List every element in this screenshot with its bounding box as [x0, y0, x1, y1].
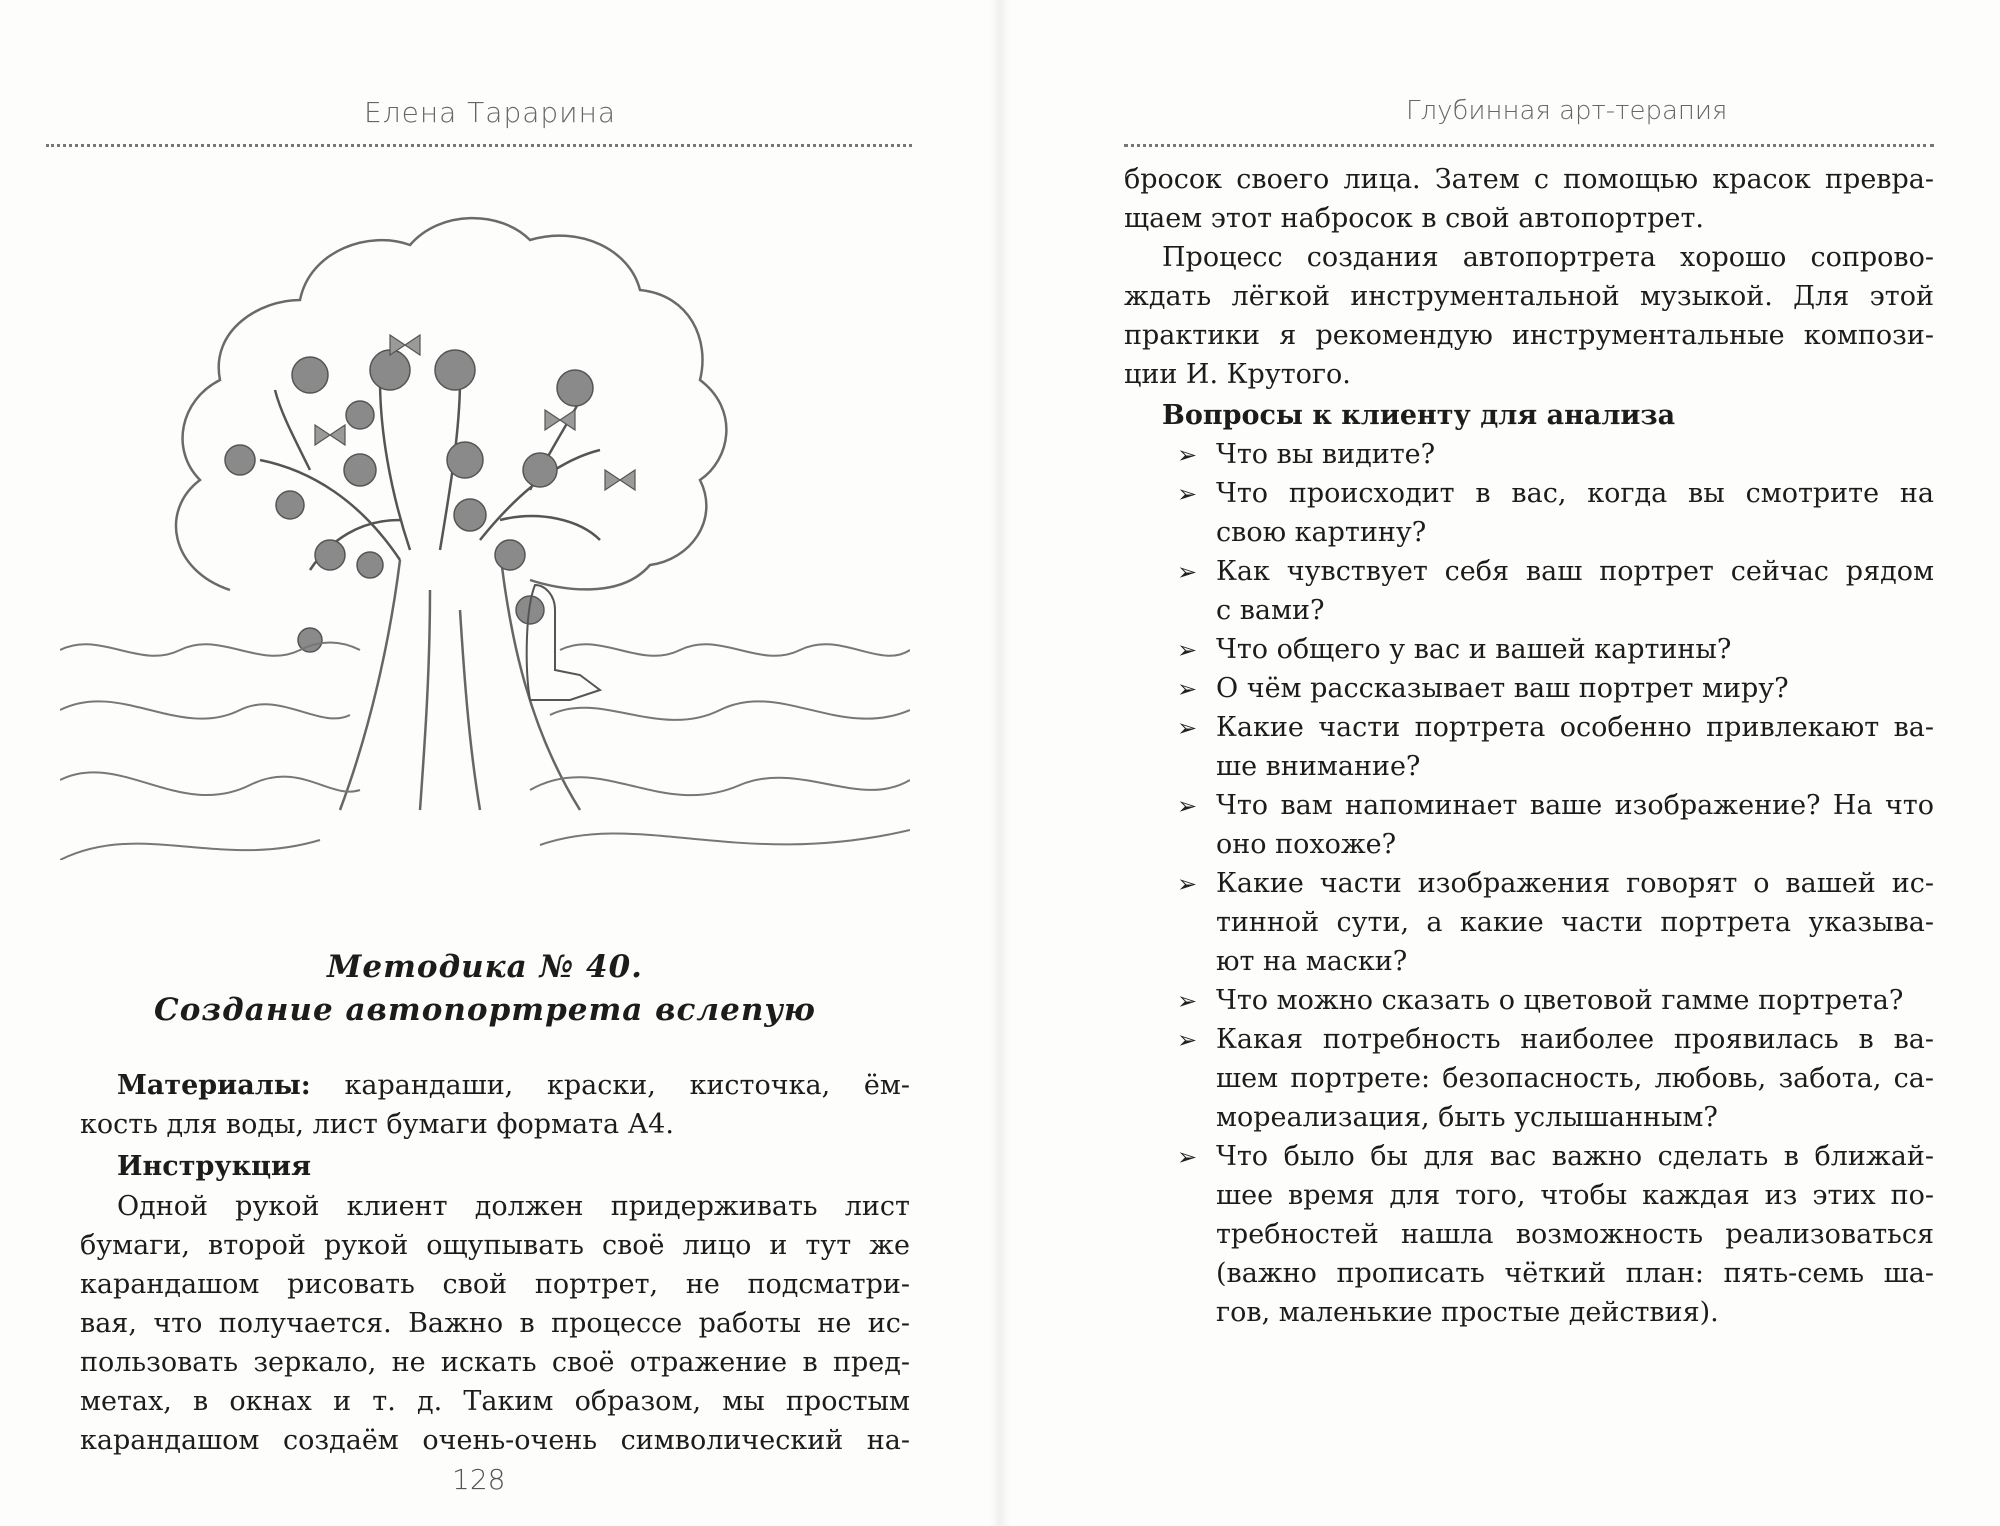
- intro-line: бросок своего лица. Затем с помощью красок превра-: [1124, 164, 1934, 195]
- materials-line-1: [117, 1066, 910, 1105]
- question-item-line: оно похоже?: [1216, 829, 1397, 860]
- instruction-line: вая, что получается. Важно в процессе работы не ис-: [80, 1308, 910, 1339]
- tree-fruits: [225, 350, 593, 652]
- question-item-line: Что вам напоминает ваше изображение? На что: [1216, 790, 1934, 821]
- question-item-line: Что общего у вас и вашей картины?: [1216, 634, 1732, 665]
- question-item-line: Что вы видите?: [1216, 439, 1436, 470]
- tree-trunk: [340, 550, 580, 810]
- question-item-line: (важно прописать чёткий план: пять-семь ша-: [1216, 1258, 1934, 1289]
- question-item-line: свою картину?: [1216, 517, 1427, 548]
- question-item-line: Что было бы для вас важно сделать в ближай-: [1216, 1141, 1934, 1172]
- question-item-line: Какая потребность наиболее проявилась в ва-: [1216, 1024, 1934, 1055]
- question-item-line: с вами?: [1216, 595, 1325, 626]
- ground-waves: [60, 643, 910, 861]
- instruction-line: бумаги, второй рукой ощупывать своё лицо и тут же: [80, 1230, 910, 1261]
- bullet-arrow-icon: ➢: [1177, 636, 1198, 664]
- header-rule: [1124, 144, 1934, 147]
- bullet-arrow-icon: ➢: [1177, 987, 1198, 1015]
- question-item-line: ют на маски?: [1216, 946, 1408, 977]
- materials-label: Материалы:: [117, 1070, 311, 1101]
- instruction-heading: Инструкция: [117, 1151, 312, 1182]
- question-item-line: О чём рассказывает ваш портрет миру?: [1216, 673, 1789, 704]
- question-item-line: тинной сути, а какие части портрета указыва-: [1216, 907, 1934, 938]
- question-item-line: ше внимание?: [1216, 751, 1421, 782]
- question-item-line: Что можно сказать о цветовой гамме портрета?: [1216, 985, 1904, 1016]
- bullet-arrow-icon: ➢: [1177, 480, 1198, 508]
- right-page: [1000, 0, 2000, 1526]
- paragraph-line: Процесс создания автопортрета хорошо сопрово-: [1162, 242, 1934, 273]
- question-item-line: гов, маленькие простые действия).: [1216, 1297, 1719, 1328]
- question-item-line: Какие части портрета особенно привлекают ва-: [1216, 712, 1934, 743]
- instruction-line: карандашом рисовать свой портрет, не подсматри-: [80, 1269, 910, 1300]
- question-item-line: Какие части изображения говорят о вашей ис-: [1216, 868, 1934, 899]
- bullet-arrow-icon: ➢: [1177, 714, 1198, 742]
- question-item-line: шем портрете: безопасность, любовь, забота, са-: [1216, 1063, 1934, 1094]
- paragraph-line: практики я рекомендую инструментальные компози-: [1124, 320, 1934, 351]
- tree-drawing-illustration: [60, 170, 910, 860]
- tree-crown-outline: [176, 218, 726, 590]
- bullet-arrow-icon: ➢: [1177, 1143, 1198, 1171]
- question-item-line: шее время для того, чтобы каждая из этих по-: [1216, 1180, 1934, 1211]
- header-rule: [46, 144, 912, 147]
- bullet-arrow-icon: ➢: [1177, 558, 1198, 586]
- page-number: 128: [452, 1463, 506, 1496]
- instruction-line: Одной рукой клиент должен придерживать лист: [117, 1191, 910, 1222]
- method-title-number: Методика № 40.: [327, 949, 643, 985]
- instruction-line: метах, в окнах и т. д. Таким образом, мы простым: [80, 1386, 910, 1417]
- bullet-arrow-icon: ➢: [1177, 675, 1198, 703]
- bullet-arrow-icon: ➢: [1177, 870, 1198, 898]
- bullet-arrow-icon: ➢: [1177, 792, 1198, 820]
- question-item-line: мореализация, быть услышанным?: [1216, 1102, 1718, 1133]
- paragraph-line: ции И. Крутого.: [1124, 359, 1351, 390]
- left-running-head: Елена Тарарина: [364, 96, 617, 129]
- instruction-line: пользовать зеркало, не искать своё отражение в пред-: [80, 1347, 910, 1378]
- question-item-line: Что происходит в вас, когда вы смотрите на: [1216, 478, 1934, 509]
- materials-text-1: карандаши, краски, кисточка, ём-: [344, 1070, 910, 1101]
- right-running-head: Глубинная арт-терапия: [1406, 96, 1728, 126]
- paragraph-line: ждать лёгкой инструментальной музыкой. Для этой: [1124, 281, 1934, 312]
- materials-line-2: кость для воды, лист бумаги формата А4.: [80, 1109, 674, 1140]
- questions-heading: Вопросы к клиенту для анализа: [1162, 400, 1676, 431]
- bullet-arrow-icon: ➢: [1177, 441, 1198, 469]
- intro-line: щаем этот набросок в свой автопортрет.: [1124, 203, 1704, 234]
- question-item-line: требностей нашла возможность реализоваться: [1216, 1219, 1934, 1250]
- method-title-name: Создание автопортрета вслепую: [154, 992, 816, 1028]
- question-item-line: Как чувствует себя ваш портрет сейчас рядом: [1216, 556, 1934, 587]
- instruction-line: карандашом создаём очень-очень символический на-: [80, 1425, 910, 1456]
- bullet-arrow-icon: ➢: [1177, 1026, 1198, 1054]
